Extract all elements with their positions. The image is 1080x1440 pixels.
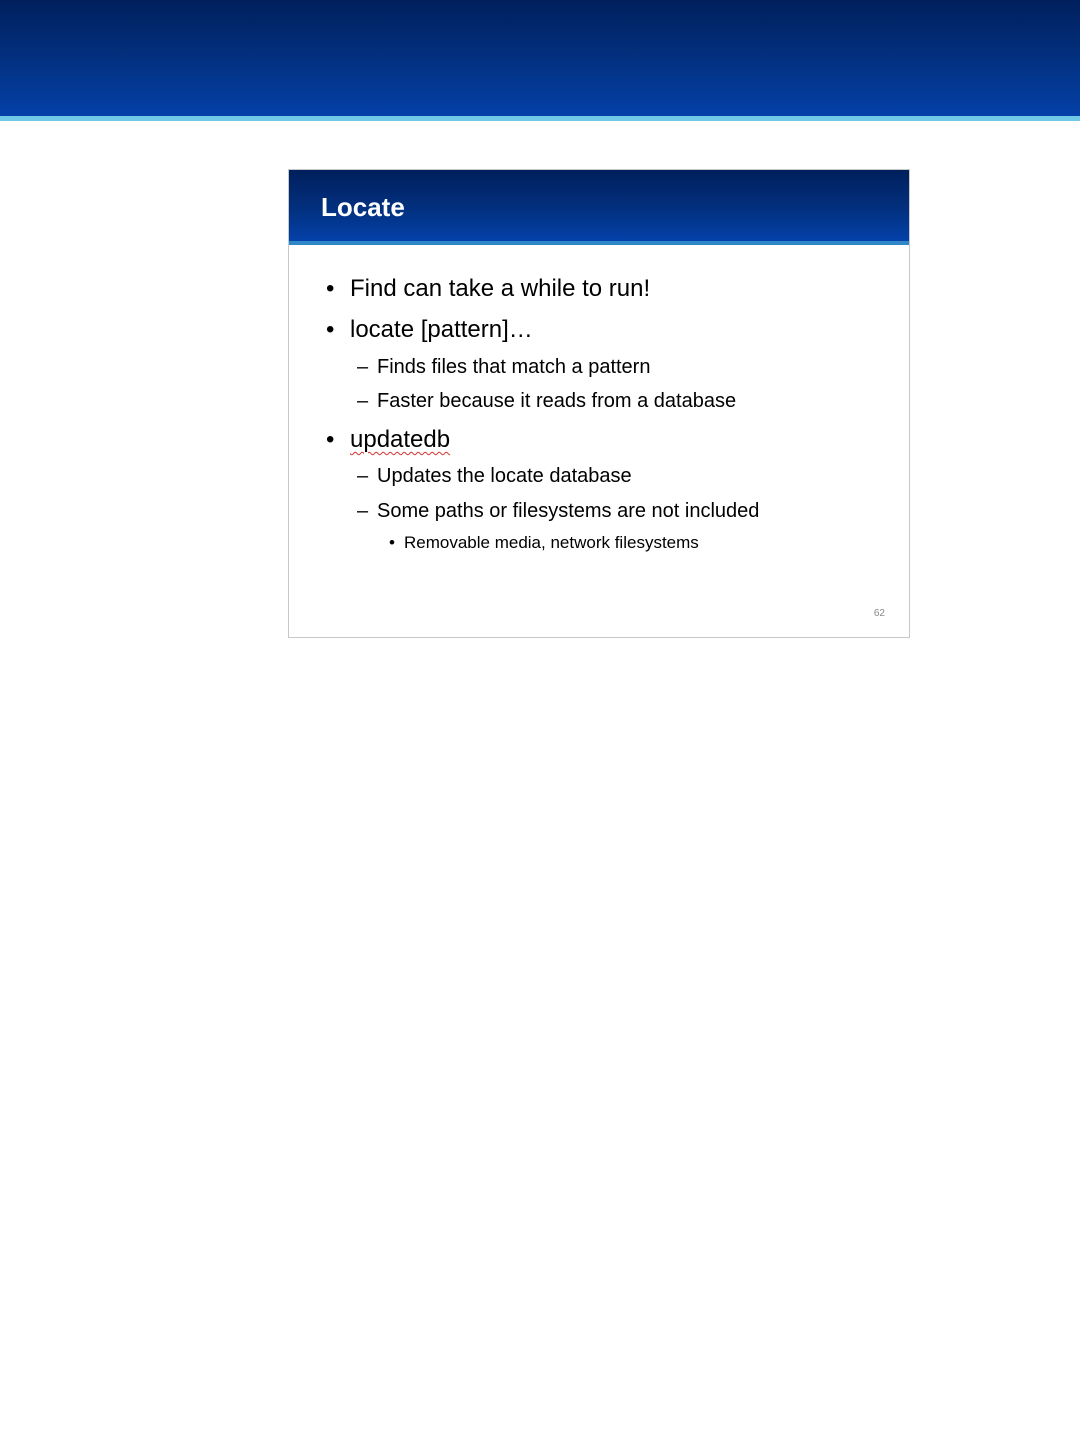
sub-bullet-text: Updates the locate database [377, 465, 632, 487]
slide-title: Locate [321, 192, 405, 222]
bullet-marker: • [389, 533, 395, 552]
bullet-marker: • [326, 275, 335, 302]
sub-bullet-item [357, 354, 877, 380]
bullet-marker: • [326, 426, 335, 453]
bullet-text-misspelled: updatedb [350, 426, 451, 453]
sub-bullet-item [357, 463, 877, 489]
slide-number: 62 [873, 608, 885, 619]
dash-marker: – [357, 465, 369, 487]
sub-bullet-text: Finds files that match a pattern [377, 356, 651, 378]
dash-marker: – [357, 356, 369, 378]
sub-sub-bullet-text: Removable media, network filesystems [404, 533, 699, 552]
dash-marker: – [357, 500, 369, 522]
bullet-text: locate [pattern]… [350, 316, 533, 343]
bullet-item [326, 315, 886, 345]
sub-bullet-text: Faster because it reads from a database [377, 390, 737, 412]
bullet-item [326, 274, 886, 304]
sub-bullet-text: Some paths or filesystems are not included [377, 500, 760, 522]
bullet-text: Find can take a while to run! [350, 275, 651, 302]
bullet-item [326, 425, 886, 455]
sub-bullet-item [357, 498, 897, 524]
dash-marker: – [357, 390, 369, 412]
page-banner [0, 0, 1080, 116]
sub-bullet-item [357, 388, 877, 414]
slide [288, 169, 910, 638]
bullet-list [289, 170, 909, 637]
bullet-marker: • [326, 316, 335, 343]
page-banner-rule [0, 116, 1080, 121]
sub-sub-bullet-item [389, 532, 869, 554]
